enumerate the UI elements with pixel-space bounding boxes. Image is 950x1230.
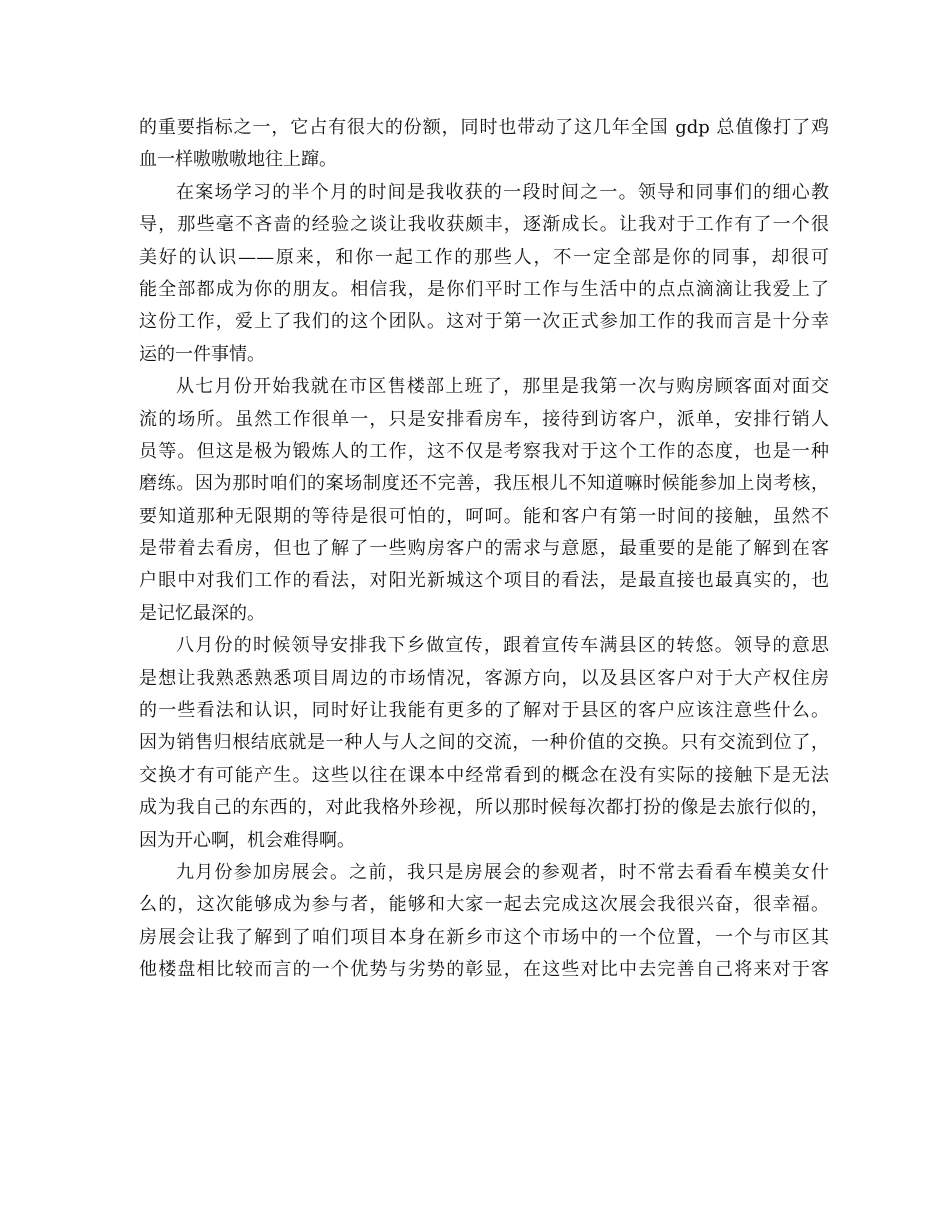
paragraph-first-line: 八月份的时候领导安排我下乡做宣传，跟着宣传车满县区的转悠。领导的意思	[176, 635, 829, 657]
text-line: 的重要指标之一，它占有很大的份额，同时也带动了这几年全国 gdp 总值像打了鸡	[139, 117, 829, 138]
text-line: 血一样嗷嗷嗷地往上蹿。	[139, 149, 337, 171]
text-line: 是想让我熟悉熟悉项目周边的市场情况，客源方向，以及县区客户对于大产权住房	[139, 667, 829, 689]
text-line: 美好的认识——原来，和你一起工作的那些人，不一定全部是你的同事，却很可	[139, 246, 829, 268]
paragraph-first-line: 在案场学习的半个月的时间是我收获的一段时间之一。领导和同事们的细心教	[176, 181, 829, 203]
text-line: 流的场所。虽然工作很单一，只是安排看房车，接待到访客户，派单，安排行销人	[139, 408, 829, 430]
text-line: 户眼中对我们工作的看法，对阳光新城这个项目的看法，是最直接也最真实的，也	[139, 570, 829, 592]
text-line: 房展会让我了解到了咱们项目本身在新乡市这个市场中的一个位置，一个与市区其	[139, 926, 829, 948]
text-line: 能全部都成为你的朋友。相信我，是你们平时工作与生活中的点点滴滴让我爱上了	[139, 278, 829, 300]
text-line: 这份工作，爱上了我们的这个团队。这对于第一次正式参加工作的我而言是十分幸	[139, 311, 829, 333]
text-line: 导，那些毫不吝啬的经验之谈让我收获颇丰，逐渐成长。让我对于工作有了一个很	[139, 214, 829, 236]
text-line: 运的一件事情。	[139, 343, 265, 365]
text-line: 是记忆最深的。	[139, 602, 265, 624]
paragraph-first-line: 从七月份开始我就在市区售楼部上班了，那里是我第一次与购房顾客面对面交	[176, 376, 829, 398]
text-line: 的一些看法和认识，同时好让我能有更多的了解对于县区的客户应该注意些什么。	[139, 700, 829, 722]
text-line: 成为我自己的东西的，对此我格外珍视，所以那时候每次都打扮的像是去旅行似的，	[139, 797, 829, 819]
text-line: 他楼盘相比较而言的一个优势与劣势的彰显，在这些对比中去完善自己将来对于客	[139, 959, 829, 981]
text-line: 要知道那种无限期的等待是很可怕的，呵呵。能和客户有第一时间的接触，虽然不	[139, 505, 829, 527]
text-line: 交换才有可能产生。这些以往在课本中经常看到的概念在没有实际的接触下是无法	[139, 764, 829, 786]
text-line: 因为销售归根结底就是一种人与人之间的交流，一种价值的交换。只有交流到位了，	[139, 732, 829, 754]
text-line: 磨练。因为那时咱们的案场制度还不完善，我压根儿不知道嘛时候能参加上岗考核，	[139, 473, 829, 495]
paragraph-first-line: 九月份参加房展会。之前，我只是房展会的参观者，时不常去看看车模美女什	[176, 861, 829, 883]
text-line: 是带着去看房，但也了解了一些购房客户的需求与意愿，最重要的是能了解到在客	[139, 538, 829, 560]
text-line: 因为开心啊，机会难得啊。	[139, 829, 355, 851]
text-line: 么的，这次能够成为参与者，能够和大家一起去完成这次展会我很兴奋，很幸福。	[139, 894, 829, 916]
document-body	[139, 112, 829, 987]
text-line: 员等。但这是极为锻炼人的工作，这不仅是考察我对于这个工作的态度，也是一种	[139, 440, 829, 462]
